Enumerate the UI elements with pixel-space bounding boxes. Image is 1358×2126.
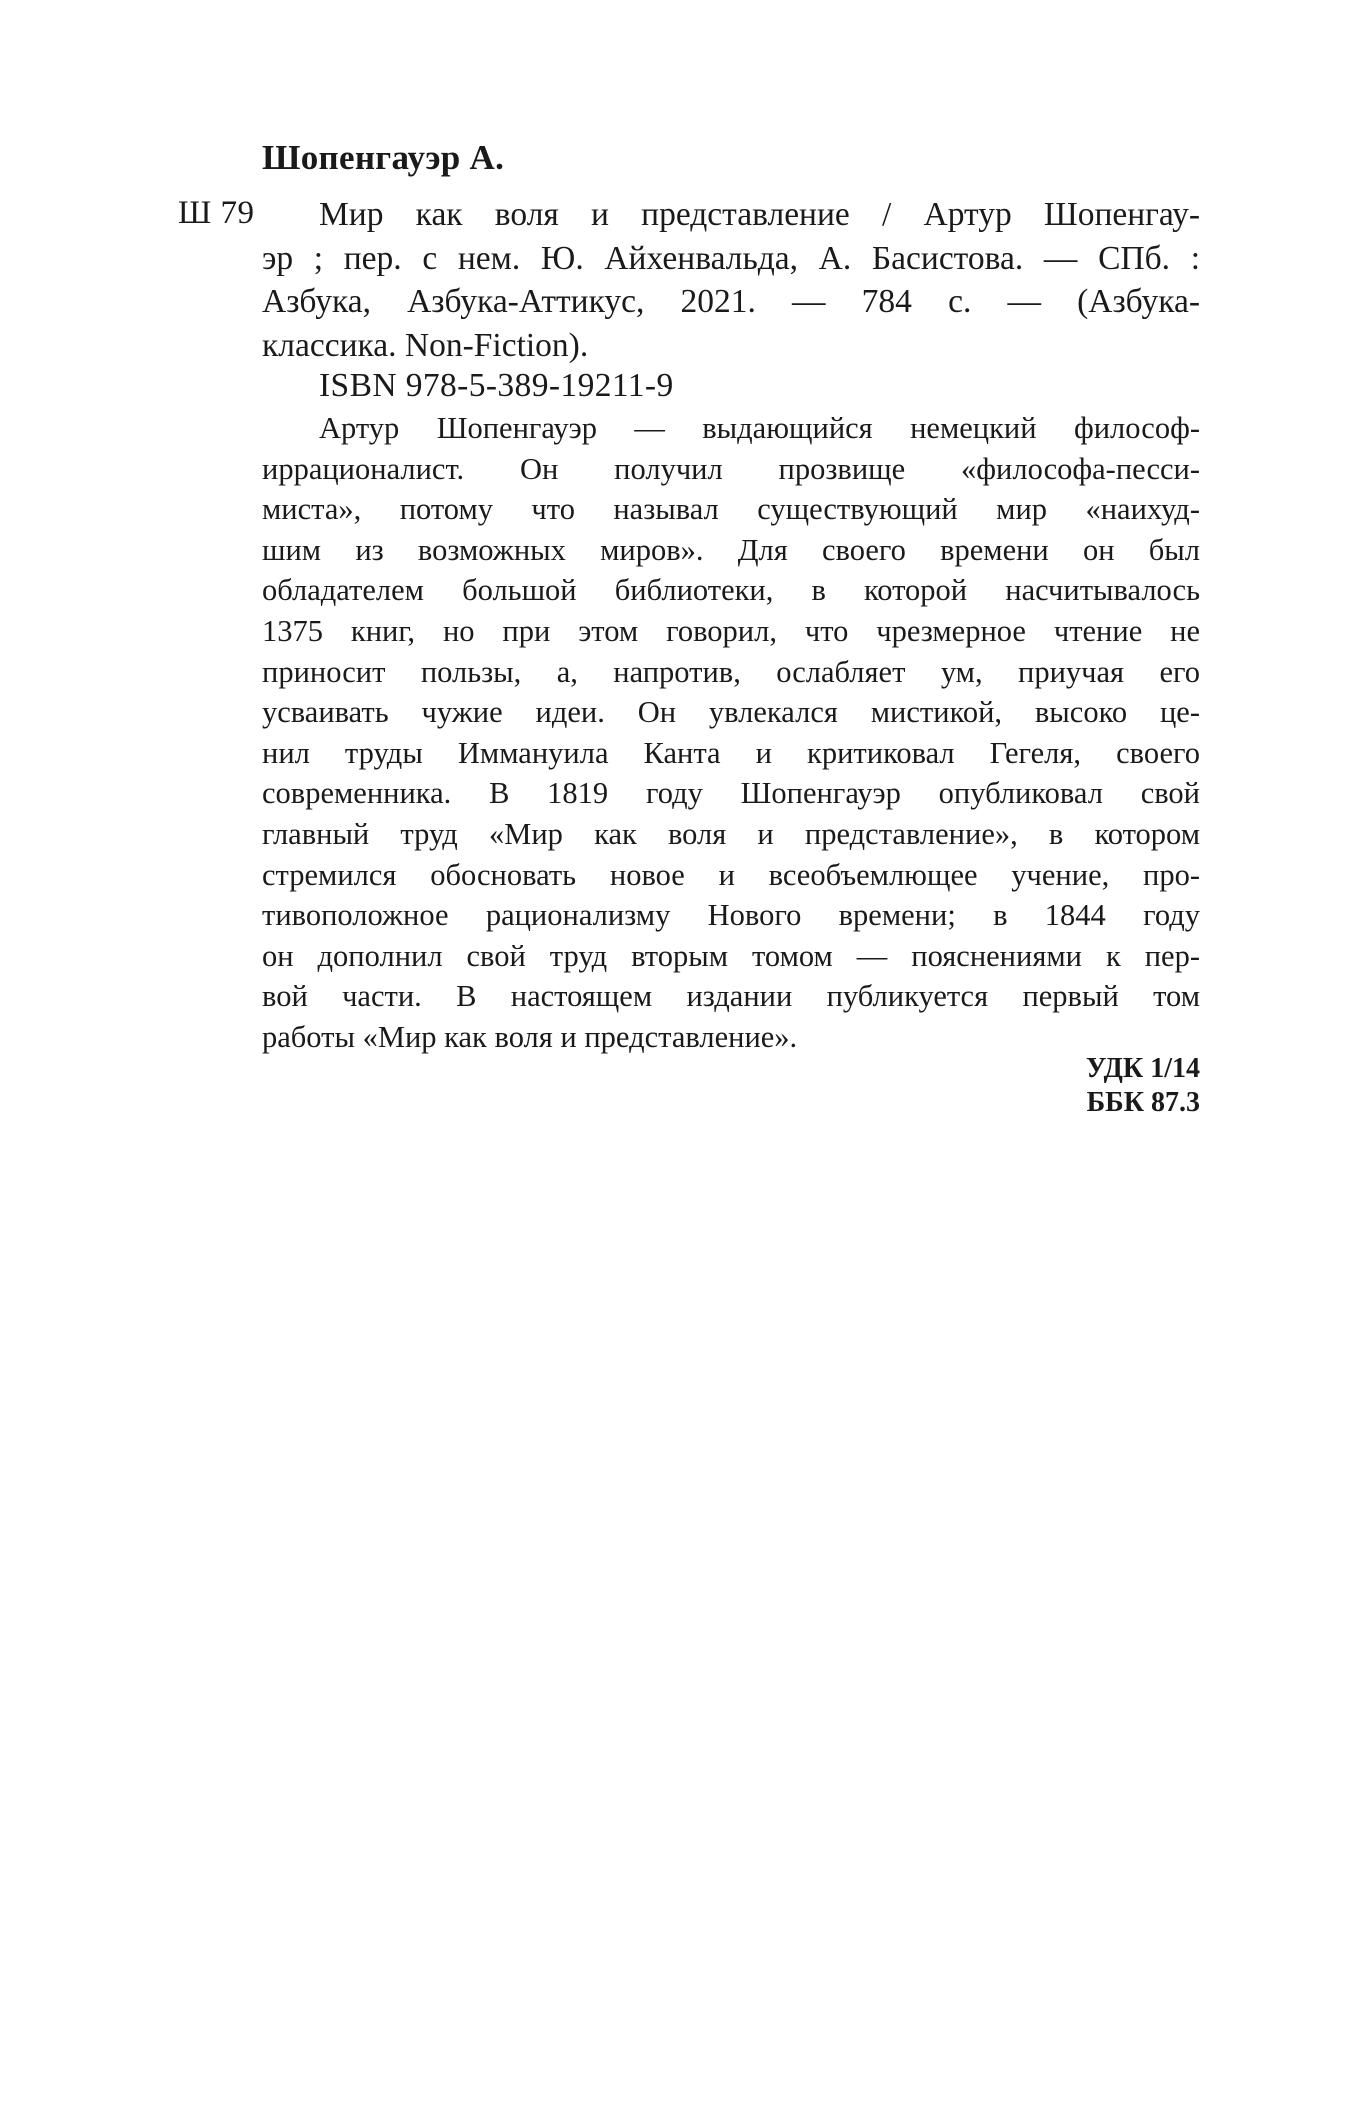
annotation-line: тивоположное рационализму Нового времени; в 1844 году [262, 898, 1200, 933]
annotation-line: иррационалист. Он получил прозвище «философа-песси- [262, 451, 1200, 486]
annotation-line: он дополнил свой труд вторым томом — пояснениями к пер- [262, 938, 1200, 973]
annotation-line: Артур Шопенгауэр — выдающийся немецкий философ- [319, 411, 1200, 445]
classification-codes [900, 1052, 1200, 1120]
bibliographic-line: классика. Non-Fiction). [262, 326, 589, 364]
bibliographic-line: Азбука, Азбука-Аттикус, 2021. — 784 с. — (Азбука- [262, 283, 1200, 320]
annotation-line: нил труды Иммануила Канта и критиковал Гегеля, своего [262, 735, 1200, 770]
bibliographic-line: Мир как воля и представление / Артур Шопенгау- [319, 196, 1200, 233]
annotation-line: миста», потому что называл существующий мир «наихуд- [262, 492, 1200, 527]
bbk-code: ББК 87.3 [1086, 1087, 1200, 1118]
isbn: ISBN 978-5-389-19211-9 [319, 367, 674, 404]
annotation-line: приносит пользы, а, напротив, ослабляет ум, приучая его [262, 654, 1200, 689]
annotation-line: обладателем большой библиотеки, в которой насчитывалось [262, 573, 1200, 608]
annotation-line: шим из возможных миров». Для своего времени он был [262, 532, 1200, 567]
annotation-line: вой части. В настоящем издании публикуется первый том [262, 979, 1200, 1014]
udk-code: УДК 1/14 [1085, 1053, 1200, 1084]
author-heading: Шопенгауэр А. [262, 138, 505, 177]
annotation-line: главный труд «Мир как воля и представление», в котором [262, 816, 1200, 851]
annotation-line: стремился обосновать новое и всеобъемлющее учение, про- [262, 857, 1200, 892]
annotation [262, 408, 1200, 1058]
annotation-line: работы «Мир как воля и представление». [262, 1019, 798, 1054]
annotation-line: усваивать чужие идеи. Он увлекался мистикой, высоко це- [262, 695, 1200, 730]
bibliographic-description [262, 193, 1200, 367]
catalog-code: Ш 79 [178, 195, 255, 231]
bibliographic-line: эр ; пер. с нем. Ю. Айхенвальда, А. Басистова. — СПб. : [262, 239, 1200, 277]
annotation-line: современника. В 1819 году Шопенгауэр опубликовал свой [262, 776, 1200, 811]
annotation-line: 1375 книг, но при этом говорил, что чрезмерное чтение не [262, 613, 1200, 648]
